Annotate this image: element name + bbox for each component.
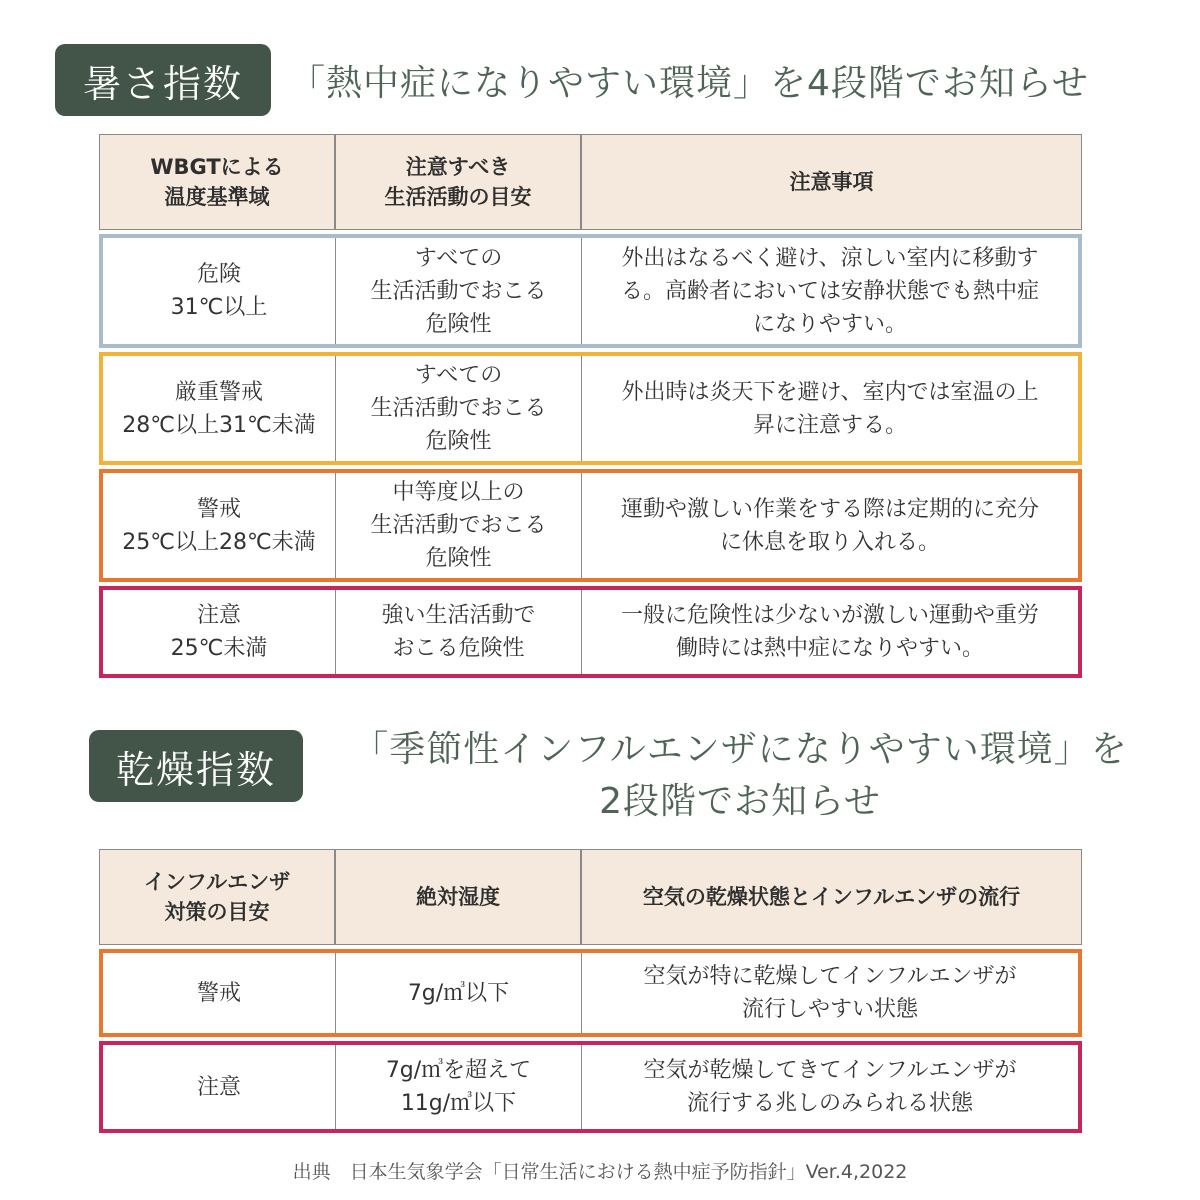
note-cell: 外出時は炎天下を避け、室内では室温の上 昇に注意する。: [581, 356, 1078, 461]
level-frame: [99, 469, 1082, 582]
level-frame: [99, 234, 1082, 348]
header-absolute-humidity: 絶対湿度: [335, 849, 581, 945]
level-cell: 危険 31℃以上: [170, 262, 268, 320]
note-cell: 運動や激しい作業をする際は定期的に充分 に休息を取り入れる。: [581, 473, 1078, 578]
activity-cell: すべての 生活活動でおこる 危険性: [335, 238, 581, 344]
dry-section-header: [89, 730, 303, 802]
note-cell: 一般に危険性は少ないが激しい運動や重労 働時には熱中症になりやすい。: [581, 590, 1078, 674]
header-activity: 注意すべき 生活活動の目安: [335, 134, 581, 230]
heat-index-badge: 暑さ指数: [55, 44, 271, 116]
activity-cell: すべての 生活活動でおこる 危険性: [335, 356, 581, 461]
level-cell: 注意 25℃未満: [170, 603, 268, 661]
dry-headline-line2: 2段階でお知らせ: [599, 781, 881, 822]
source-citation: 出典 日本生気象学会「日常生活における熱中症予防指針」Ver.4,2022: [292, 1161, 908, 1183]
dry-headline-line1: 「季節性インフルエンザになりやすい環境」を: [352, 729, 1128, 770]
heat-index-table: [99, 134, 1082, 678]
note-cell: 空気が乾燥してきてインフルエンザが 流行する兆しのみられる状態: [581, 1045, 1078, 1129]
heat-section-header: [55, 44, 1089, 116]
dry-index-table: [99, 849, 1082, 1133]
table-row: [99, 230, 1082, 348]
humidity-cell: 7g/㎥以下: [335, 953, 581, 1033]
level-frame: [99, 949, 1082, 1037]
activity-cell: 強い生活活動で おこる危険性: [335, 590, 581, 674]
note-cell: 外出はなるべく避け、涼しい室内に移動す る。高齢者においては安静状態でも熱中症 になりやすい。: [581, 238, 1078, 344]
level-cell: 厳重警戒 28℃以上31℃未満: [122, 379, 316, 438]
header-influenza-guide: インフルエンザ 対策の目安: [99, 849, 335, 945]
level-frame: [99, 586, 1082, 678]
heat-headline: 「熱中症になりやすい環境」を4段階でお知らせ: [289, 62, 1089, 104]
note-cell: 空気が特に乾燥してインフルエンザが 流行しやすい状態: [581, 953, 1078, 1033]
level-cell: 注意: [196, 1074, 241, 1100]
table-row: [99, 945, 1082, 1037]
table-row: [99, 582, 1082, 678]
humidity-cell: 7g/㎥を超えて 11g/㎥以下: [335, 1045, 581, 1129]
activity-cell: 中等度以上の 生活活動でおこる 危険性: [335, 473, 581, 578]
level-cell: 警戒: [196, 980, 241, 1006]
table-row: [99, 465, 1082, 582]
dry-headline: [330, 724, 1150, 828]
table-row: [99, 348, 1082, 465]
header-dryness-status: 空気の乾燥状態とインフルエンザの流行: [581, 849, 1082, 945]
header-notes: 注意事項: [581, 134, 1082, 230]
table-row: [99, 1037, 1082, 1133]
level-frame: [99, 1041, 1082, 1133]
level-frame: [99, 352, 1082, 465]
header-wbgt: WBGTによる 温度基準域: [99, 134, 335, 230]
dry-index-badge: 乾燥指数: [89, 730, 303, 802]
level-cell: 警戒 25℃以上28℃未満: [122, 496, 316, 555]
